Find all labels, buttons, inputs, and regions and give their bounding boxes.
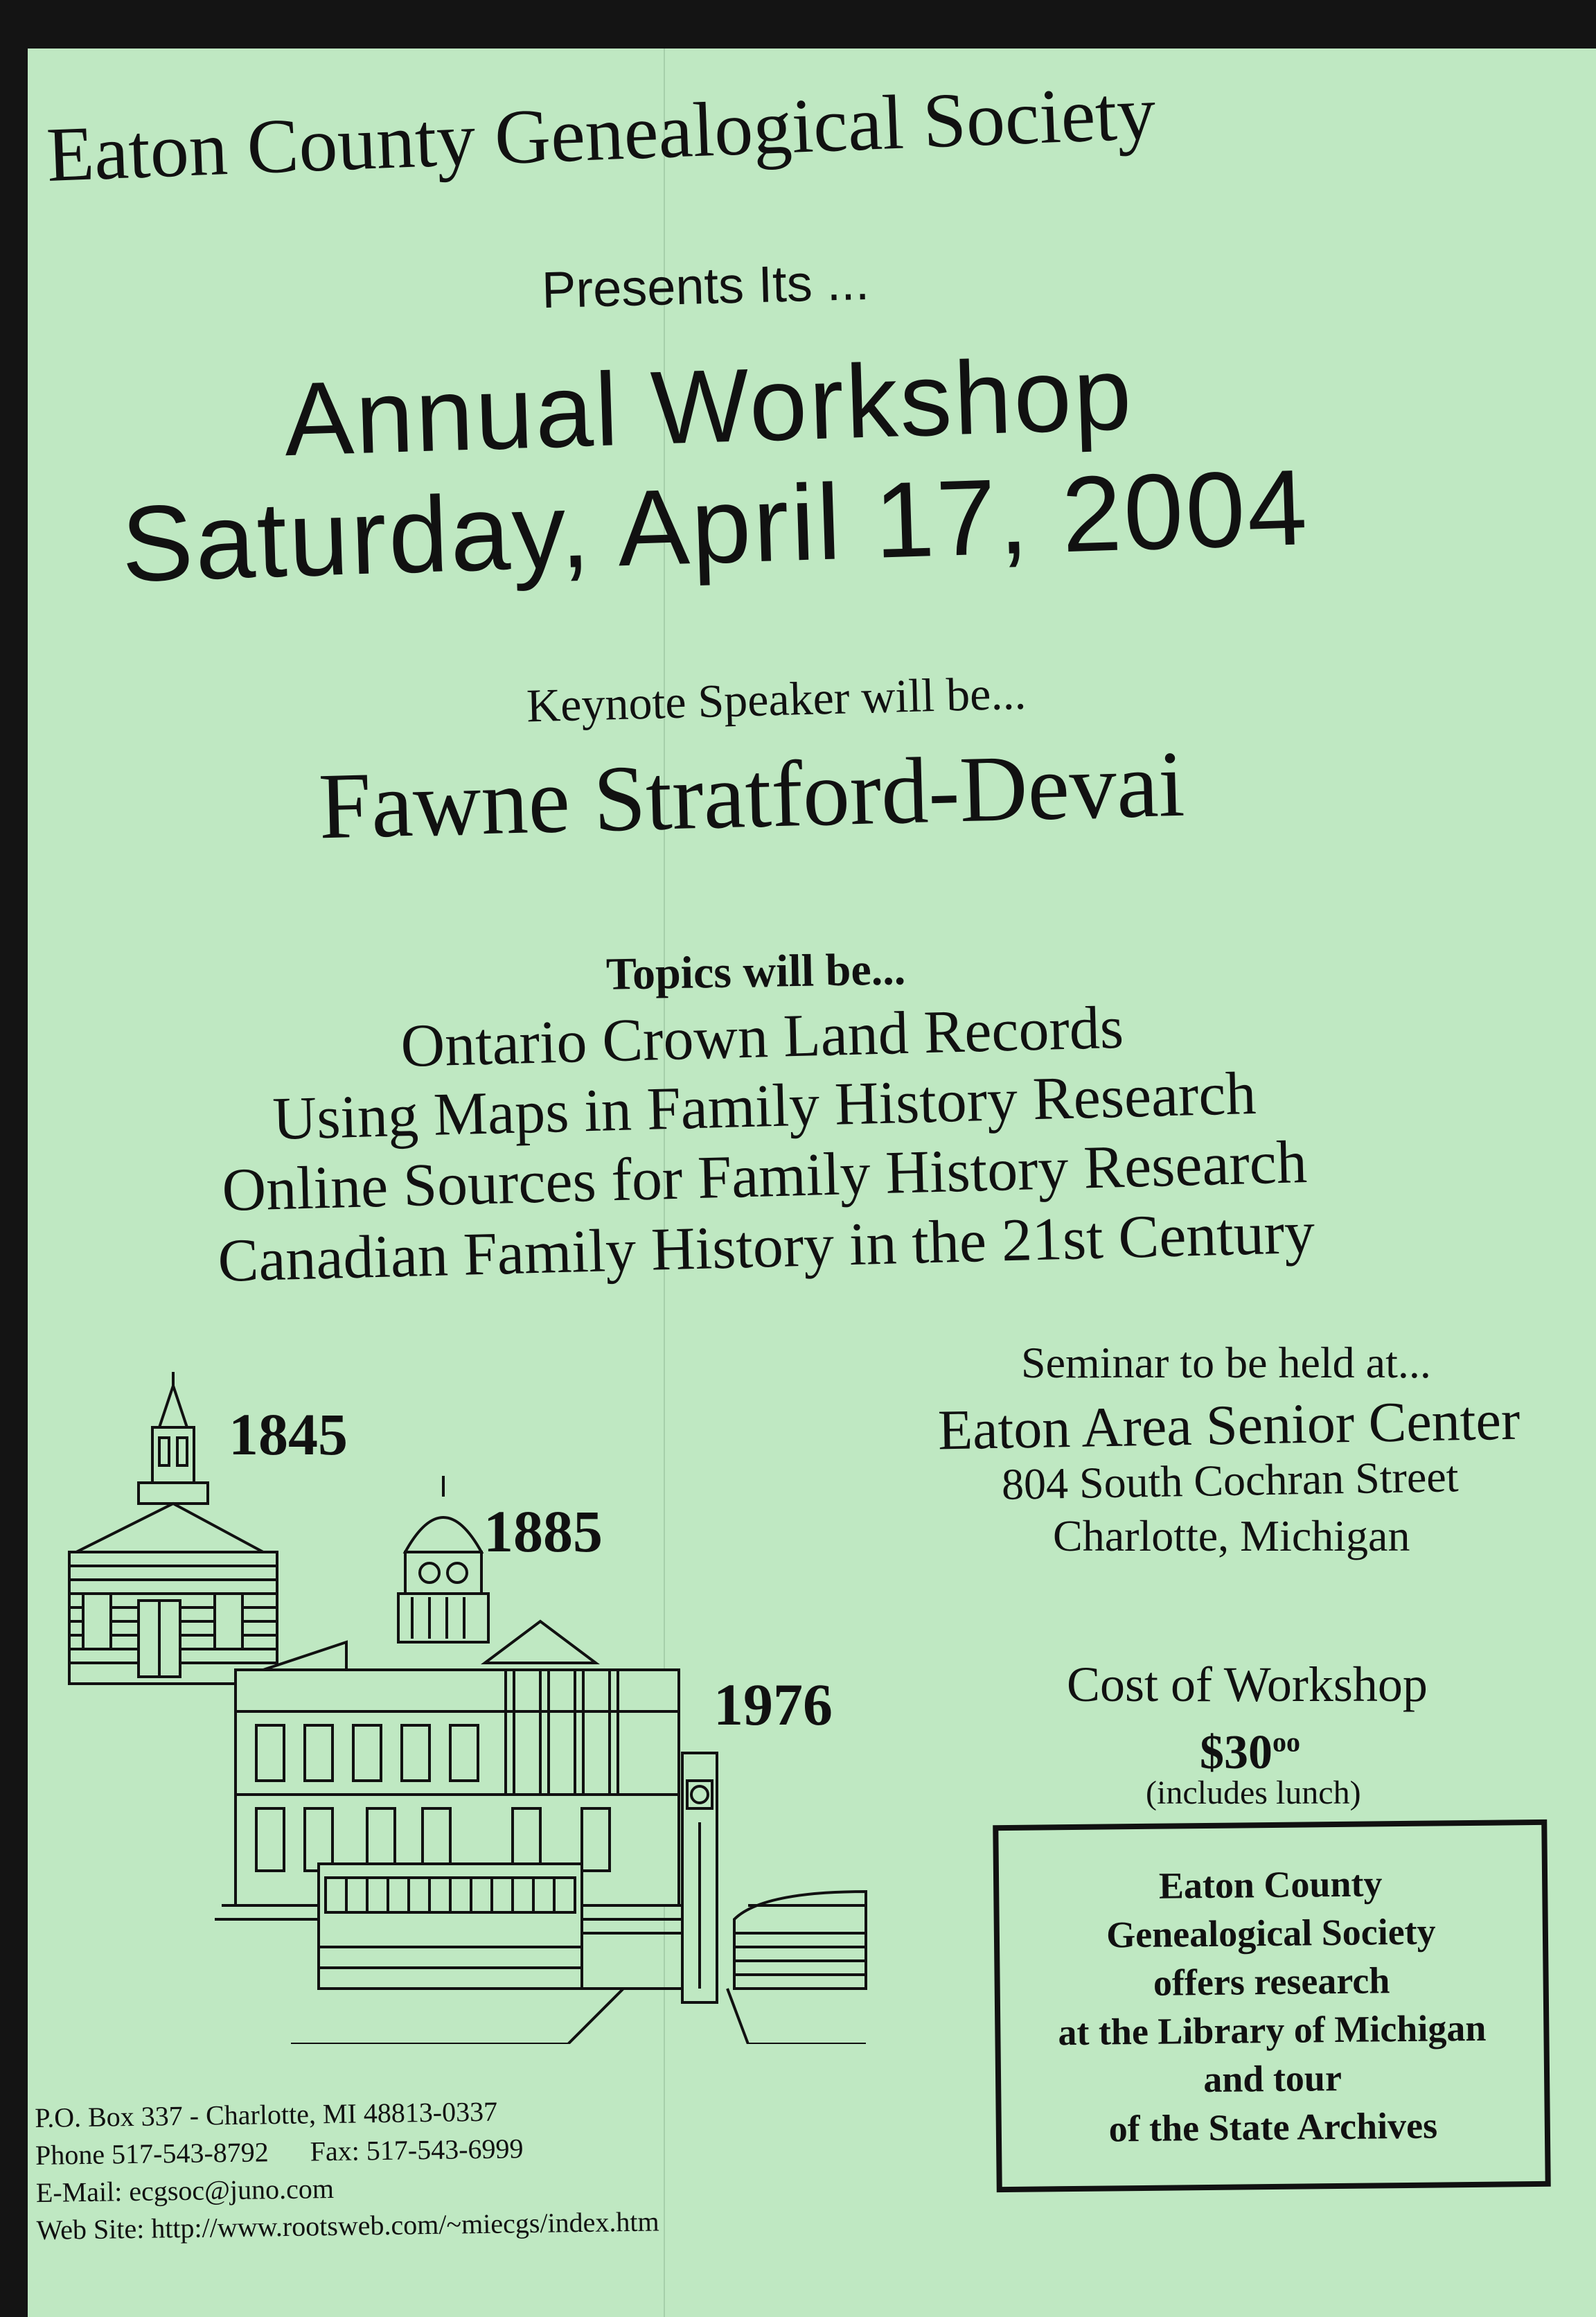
research-box-line: and tour: [1203, 2056, 1342, 2101]
cost-price: [1200, 1725, 1300, 1781]
topic-item: Online Sources for Family History Research: [221, 1129, 1308, 1225]
venue-name: Eaton Area Senior Center: [937, 1388, 1520, 1462]
contact-email: E-Mail: ecgsoc@juno.com: [35, 2172, 335, 2208]
research-box-line: offers research: [1153, 1959, 1390, 2004]
topic-item: Canadian Family History in the 21st Century: [217, 1199, 1316, 1296]
cost-label: Cost of Workshop: [1067, 1657, 1428, 1712]
cost-dollars: $30: [1200, 1726, 1273, 1779]
topic-item: Using Maps in Family History Research: [272, 1059, 1257, 1154]
keynote-speaker: Fawne Stratford-Devai: [317, 732, 1186, 859]
event-date: Saturday, April 17, 2004: [119, 447, 1311, 604]
contact-info: [35, 2090, 659, 2249]
society-title: Eaton County Genealogical Society: [45, 69, 1158, 199]
research-box-line: of the State Archives: [1108, 2104, 1438, 2150]
contact-phone: Phone 517-543-8792: [35, 2136, 269, 2171]
flyer-sheet: [28, 49, 1596, 2317]
venue-street: 804 South Cochran Street: [1001, 1452, 1460, 1509]
presents-line: Presents Its ...: [540, 252, 870, 319]
venue-label: Seminar to be held at...: [1021, 1338, 1431, 1387]
venue-city: Charlotte, Michigan: [1053, 1511, 1410, 1560]
topic-item: Ontario Crown Land Records: [400, 994, 1125, 1081]
research-box-line: at the Library of Michigan: [1058, 2007, 1487, 2054]
cost-note: (includes lunch): [1146, 1774, 1361, 1811]
courthouse-1885-drawing: [215, 1476, 693, 1919]
year-label-1885: 1885: [484, 1498, 603, 1565]
year-label-1976: 1976: [713, 1671, 833, 1738]
research-box-line: Genealogical Society: [1106, 1910, 1436, 1956]
contact-address: P.O. Box 337 - Charlotte, MI 48813-0337: [35, 2095, 498, 2133]
year-label-1845: 1845: [229, 1401, 348, 1468]
research-offer-box: [993, 1820, 1551, 2192]
contact-website: Web Site: http://www.rootsweb.com/~miecgs/index.htm: [36, 2205, 659, 2246]
event-title: Annual Workshop: [282, 334, 1135, 478]
keynote-label: Keynote Speaker will be...: [526, 666, 1027, 732]
cost-cents: oo: [1273, 1726, 1300, 1758]
research-box-line: Eaton County: [1158, 1862, 1383, 1907]
contact-fax: Fax: 517-543-6999: [310, 2133, 524, 2167]
topics-label: Topics will be...: [605, 944, 906, 1000]
